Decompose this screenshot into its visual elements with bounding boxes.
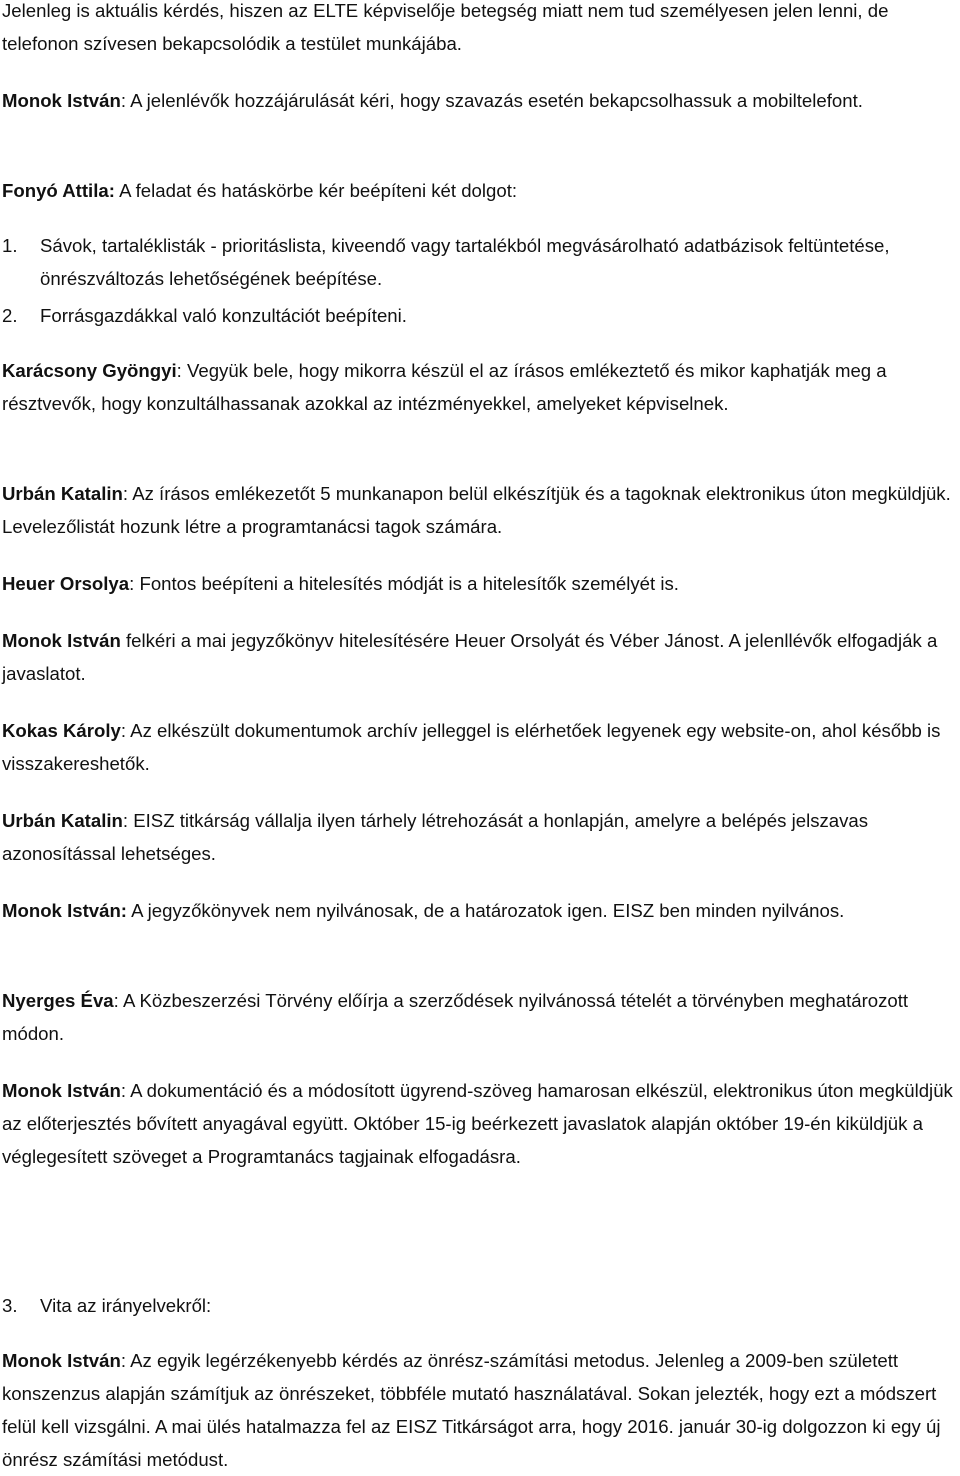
speaker-name: Karácsony Gyöngyi [2,360,177,381]
paragraph-text: A jegyzőkönyvek nem nyilvánosak, de a határozatok igen. EISZ ben minden nyilvános. [127,900,845,921]
speaker-name: Nyerges Éva [2,990,114,1011]
paragraph-intro [2,0,954,60]
speaker-name: Monok István [2,1080,121,1101]
speaker-name: Heuer Orsolya [2,573,130,594]
paragraph-text: felkéri a mai jegyzőkönyv hitelesítésére Heuer Orsolyát és Véber Jánost. A jelenllévők elfogadják a javaslatot. [2,630,938,684]
paragraph-monok-4 [2,1074,954,1173]
speaker-name: Fonyó Attila: [2,180,115,201]
paragraph-monok-2 [2,624,954,690]
paragraph-monok-5 [2,1344,954,1476]
list-item [2,229,954,295]
list-item-number: 1. [2,235,18,256]
speaker-name: Urbán Katalin [2,810,123,831]
paragraph-text: : A dokumentáció és a módosított ügyrend-szöveg hamarosan elkészül, elektronikus úton megküldjük az előterjesztés bővített anyagával együtt. Október 15-ig beérkezett javaslatok alapján október 19-én kiküldjük a véglegesített szöveget a Programtanács tagjainak elfogadásra. [2,1080,953,1167]
paragraph-text: : A Közbeszerzési Törvény előírja a szerződések nyilvánossá tételét a törvényben meghatározott módon. [2,990,909,1044]
paragraph-text: : Az írásos emlékezetőt 5 munkanapon belül elkészítjük és a tagoknak elektronikus úton megküldjük. Levelezőlistát hozunk létre a programtanácsi tagok számára. [2,483,951,537]
paragraph-text: : EISZ titkárság vállalja ilyen tárhely létrehozását a honlapján, amelyre a belépés jelszavas azonosítással lehetséges. [2,810,869,864]
speaker-name: Monok István: [2,900,127,921]
speaker-name: Kokas Károly [2,720,121,741]
section-number: 3. [2,1295,18,1316]
paragraph-karacsony [2,354,954,420]
section-heading [2,1289,954,1322]
speaker-name: Monok István [2,630,121,651]
paragraph-text: : Fontos beépíteni a hitelesítés módját is a hitelesítők személyét is. [129,573,679,594]
speaker-name: Urbán Katalin [2,483,123,504]
paragraph-text: : Az elkészült dokumentumok archív jelleggel is elérhetőek legyenek egy website-on, ahol később is visszakereshetők. [2,720,941,774]
speaker-name: Monok István [2,1350,121,1371]
paragraph-urban-2 [2,804,954,870]
paragraph-text: Jelenleg is aktuális kérdés, hiszen az ELTE képviselője betegség miatt nem tud személyesen jelen lenni, de telefonon szívesen bekapcsolódik a testület munkájába. [2,0,889,54]
paragraph-monok-3 [2,894,954,927]
section-title: Vita az irányelvekről: [40,1295,212,1316]
list-item [2,299,954,332]
paragraph-kokas [2,714,954,780]
paragraph-text: : Vegyük bele, hogy mikorra készül el az írásos emlékeztető és mikor kaphatják meg a résztvevők, hogy konzultálhassanak azokkal az intézményekkel, amelyeket képviselnek. [2,360,887,414]
paragraph-urban-1 [2,477,954,543]
list-item-text: Sávok, tartaléklisták - prioritáslista, kiveendő vagy tartalékból megvásárolható adatbázisok feltüntetése, önrészváltozás lehetőségének beépítése. [40,235,890,289]
paragraph-text: : A jelenlévők hozzájárulását kéri, hogy szavazás esetén bekapcsolhassuk a mobiltelefont. [120,90,863,111]
paragraph-fonyo [2,174,954,207]
paragraph-text: A feladat és hatáskörbe kér beépíteni két dolgot: [114,180,518,201]
paragraph-monok-1 [2,84,954,117]
paragraph-text: : Az egyik legérzékenyebb kérdés az önrész-számítási metodus. Jelenleg a 2009-ben született konszenzus alapján számítjuk az önrészeket, többféle mutató használatával. Sokan jelezték, hogy ezt a módszert felül kell vizsgálni. A mai ülés hatalmazza fel az EISZ Titkárságot arra, hogy 2016. január 30-ig dolgozzon ki egy új önrész számítási metódust. [2,1350,941,1470]
paragraph-nyerges [2,984,954,1050]
list-item-text: Forrásgazdákkal való konzultációt beépíteni. [40,305,407,326]
speaker-name: Monok István [2,90,121,111]
list-item-number: 2. [2,305,18,326]
paragraph-heuer [2,567,954,600]
